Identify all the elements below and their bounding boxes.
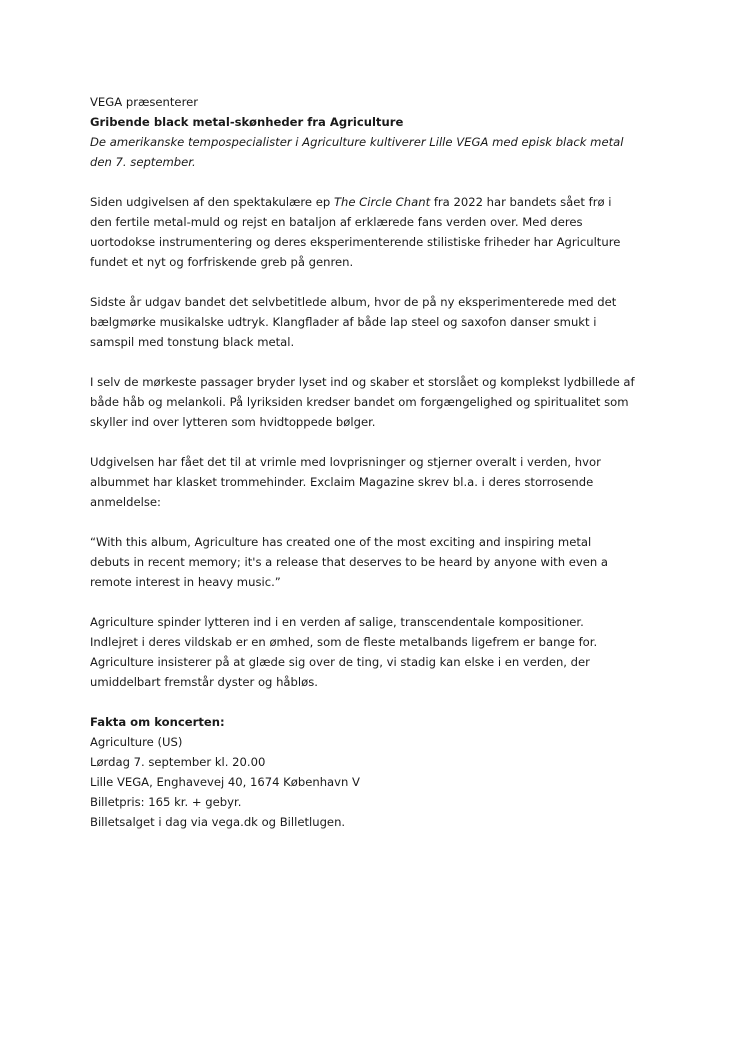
paragraph-4 xyxy=(90,452,670,512)
paragraph-3 xyxy=(90,372,670,432)
fact-item: Lørdag 7. september kl. 20.00 xyxy=(90,755,266,769)
paragraph-2 xyxy=(90,292,670,352)
fact-item: Agriculture (US) xyxy=(90,735,183,749)
spacer xyxy=(90,172,670,192)
paragraph-5-line-4: umiddelbart fremstår dyster og håbløs. xyxy=(90,675,318,689)
paragraph-3-line-1: I selv de mørkeste passager bryder lyset ind og skaber et storslået og komplekst lydbillede af xyxy=(90,375,635,389)
quote-line-1: “With this album, Agriculture has created one of the most exciting and inspiring metal xyxy=(90,535,592,549)
paragraph-5-line-2: Indlejret i deres vildskab er en ømhed, som de fleste metalbands ligefrem er bange for. xyxy=(90,635,598,649)
fact-item: Billetpris: 165 kr. + gebyr. xyxy=(90,795,242,809)
paragraph-1-line-2: den fertile metal-muld og rejst en bataljon af erklærede fans verden over. Med deres xyxy=(90,215,583,229)
quote-block xyxy=(90,532,670,592)
paragraph-5 xyxy=(90,612,670,692)
paragraph-1-line-3: uortodokse instrumentering og deres eksperimenterende stilistiske friheder har Agriculture xyxy=(90,235,621,249)
p1-text-post: fra 2022 har bandets sået frø i xyxy=(433,195,612,209)
paragraph-1 xyxy=(90,192,670,272)
fact-item: Lille VEGA, Enghavevej 40, 1674 København V xyxy=(90,775,360,789)
quote-line-2: debuts in recent memory; it's a release that deserves to be heard by anyone with even a xyxy=(90,555,609,569)
paragraph-3-line-2: både håb og melankoli. På lyriksiden kredser bandet om forgængelighed og spiritualitet som xyxy=(90,395,629,409)
paragraph-1-line-4: fundet et nyt og forfriskende greb på genren. xyxy=(90,255,354,269)
subhead-line-2: den 7. september. xyxy=(90,155,196,169)
paragraph-2-line-3: samspil med tonstung black metal. xyxy=(90,335,295,349)
subhead-line-1: De amerikanske tempospecialister i Agriculture kultiverer Lille VEGA med episk black metal xyxy=(90,135,624,149)
headline: Gribende black metal-skønheder fra Agriculture xyxy=(90,115,404,129)
ep-title: The Circle Chant xyxy=(333,195,434,209)
presenter-line: VEGA præsenterer xyxy=(90,95,198,109)
facts-heading: Fakta om koncerten: xyxy=(90,715,225,729)
paragraph-5-line-3: Agriculture insisterer på at glæde sig over de ting, vi stadig kan elske i en verden, der xyxy=(90,655,590,669)
paragraph-4-line-3: anmeldelse: xyxy=(90,495,161,509)
quote-line-3: remote interest in heavy music.” xyxy=(90,575,281,589)
paragraph-4-line-1: Udgivelsen har fået det til at vrimle med lovprisninger og stjerner overalt i verden, hvor xyxy=(90,455,601,469)
paragraph-2-line-2: bælgmørke musikalske udtryk. Klangflader af både lap steel og saxofon danser smukt i xyxy=(90,315,597,329)
press-release-page xyxy=(90,92,670,832)
p1-text-pre: Siden udgivelsen af den spektakulære ep xyxy=(90,195,334,209)
paragraph-4-line-2: albummet har klasket trommehinder. Exclaim Magazine skrev bl.a. i deres storrosende xyxy=(90,475,594,489)
facts-block xyxy=(90,712,670,832)
paragraph-1-line-1 xyxy=(90,192,670,212)
fact-item: Billetsalget i dag via vega.dk og Billetlugen. xyxy=(90,815,346,829)
paragraph-2-line-1: Sidste år udgav bandet det selvbetitlede album, hvor de på ny eksperimenterede med det xyxy=(90,295,617,309)
header-block xyxy=(90,92,670,172)
paragraph-5-line-1: Agriculture spinder lytteren ind i en verden af salige, transcendentale kompositioner. xyxy=(90,615,584,629)
paragraph-3-line-3: skyller ind over lytteren som hvidtoppede bølger. xyxy=(90,415,376,429)
